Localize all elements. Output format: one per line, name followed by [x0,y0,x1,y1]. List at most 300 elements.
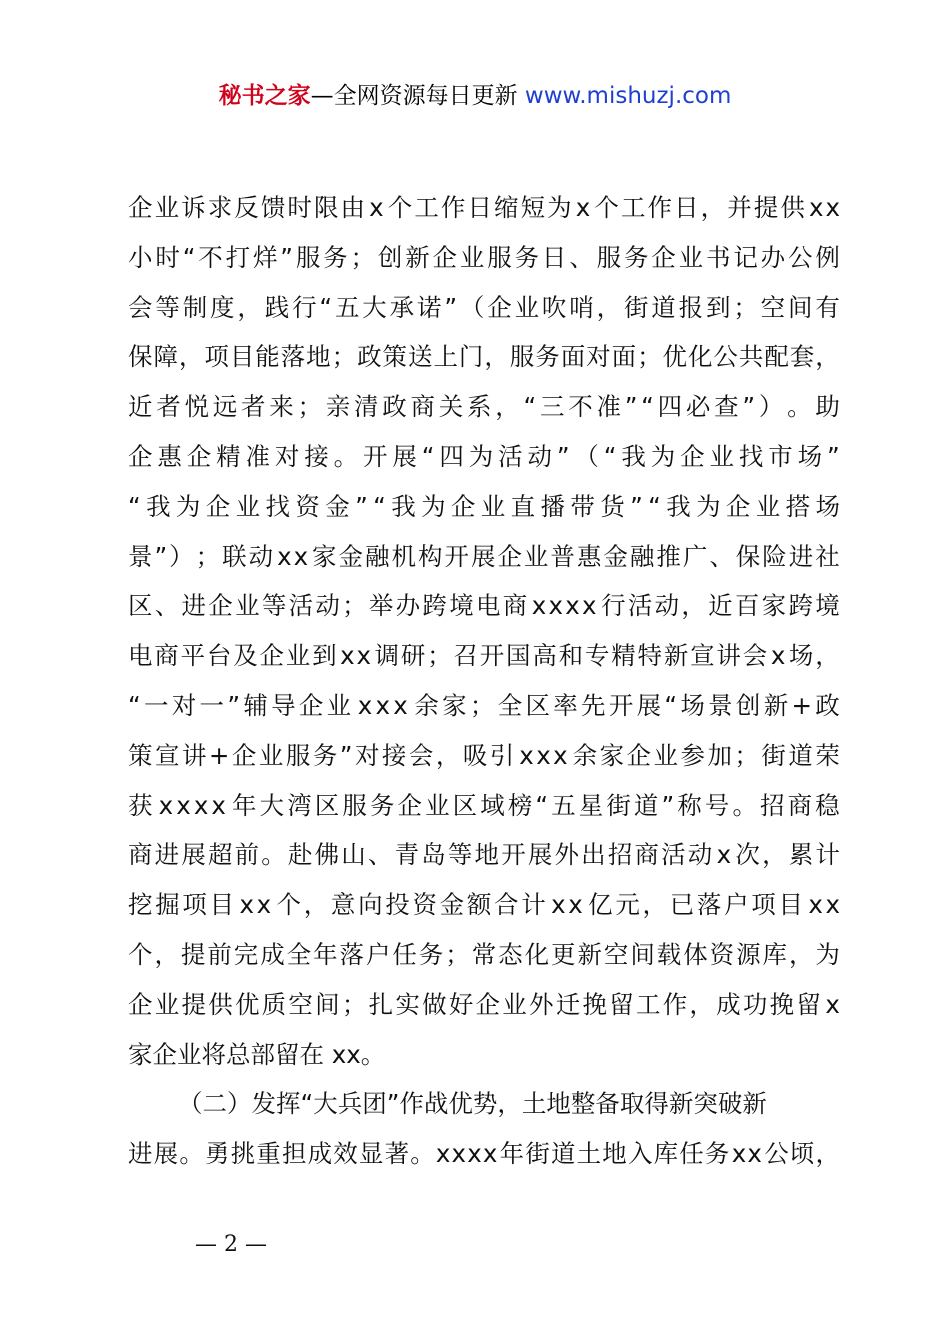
glyph: ， [788,939,814,969]
glyph: 家 [599,740,625,770]
glyph: 挽 [769,989,795,1019]
glyph: 度 [210,292,235,322]
glyph: 、 [569,242,594,272]
glyph: 源 [736,939,761,969]
glyph: 吸 [462,740,488,770]
glyph: 业 [235,491,261,521]
glyph: 家 [761,591,787,621]
glyph: 企 [680,441,705,471]
glyph: ， [815,641,840,671]
glyph: 必 [685,392,711,422]
glyph: x [770,641,786,671]
glyph: 区 [314,790,340,820]
glyph: “ [648,491,661,521]
glyph: 挖 [128,890,153,920]
glyph: 企 [475,989,501,1019]
glyph: 不 [198,242,223,272]
text-line-content: 家企业将总部留在 xx。 [128,1039,386,1069]
glyph: 业 [653,740,679,770]
glyph: ” [227,690,241,720]
glyph: ， [681,591,706,621]
glyph: 挽 [582,989,607,1019]
glyph: 务 [418,939,444,969]
glyph: 金 [603,541,628,571]
glyph: x [825,890,840,920]
glyph: ， [435,740,461,770]
header-tagline: —全网资源每日更新 [310,83,525,109]
glyph: 场 [788,641,814,671]
glyph: 迁 [555,989,581,1019]
glyph: 榜 [507,790,533,820]
glyph: 策 [382,342,408,372]
glyph: 悦 [184,392,209,422]
glyph: “ [128,690,141,720]
glyph: 落 [696,890,722,920]
glyph: 广 [682,541,708,571]
glyph: 展 [636,690,662,720]
glyph: 合 [494,890,519,920]
glyph: 企 [432,242,458,272]
glyph: 保 [735,541,761,571]
glyph: 。 [261,840,286,870]
glyph: 求 [207,193,233,222]
glyph: 场 [797,441,823,471]
glyph: 项 [751,890,776,920]
glyph: x [375,690,390,720]
glyph: 进 [181,591,207,621]
glyph: 商 [128,840,153,870]
glyph: 做 [422,989,447,1019]
text-line-content [128,283,840,333]
glyph: 金 [338,541,364,571]
text-line [128,332,840,382]
glyph: 稳 [815,790,840,820]
glyph: 间 [315,989,340,1019]
glyph: 和 [558,641,584,671]
glyph: 接 [381,740,407,770]
glyph: 展 [153,1139,179,1169]
glyph: 资 [709,939,735,969]
glyph: ” [826,441,840,471]
glyph: x [256,890,272,920]
glyph: ， [762,840,787,870]
glyph: + [791,690,813,720]
text-line-content [128,781,840,831]
glyph: 准 [245,441,270,471]
glyph: 面 [611,342,637,372]
glyph: 等 [155,292,180,322]
glyph: 联 [222,541,247,571]
glyph: 为 [547,193,572,222]
glyph: 我 [621,441,646,471]
glyph: 计 [521,890,546,920]
glyph: 准 [596,392,621,422]
glyph: 区 [452,790,478,820]
glyph: 企 [397,790,423,820]
glyph: 电 [475,591,501,621]
glyph: 务 [369,790,395,820]
glyph: 顷 [789,1139,815,1169]
glyph: 获 [128,790,153,820]
glyph: 企 [450,491,476,521]
glyph: 对 [354,740,380,770]
glyph: 、 [367,840,393,870]
glyph: 并 [727,193,752,222]
glyph: 企 [298,690,324,720]
text-line-content [128,681,840,731]
glyph: 创 [377,242,403,272]
text-line [128,432,840,482]
text-line [128,1030,840,1080]
text-line-content [128,830,840,880]
glyph: “ [128,491,141,521]
glyph: 日 [541,242,567,272]
glyph: “ [523,392,537,422]
glyph: 公 [764,1139,789,1169]
glyph: 社 [815,541,840,571]
glyph: 会 [408,740,434,770]
glyph: 景 [708,690,733,720]
glyph: “ [664,690,678,720]
glyph: ， [642,890,667,920]
glyph: 大 [362,292,387,322]
glyph: x [193,790,209,820]
glyph: 找 [738,441,764,471]
glyph: ； [427,641,452,671]
glyph: 服 [509,342,535,372]
glyph: ” [355,491,368,521]
glyph: 挑 [230,1139,256,1169]
glyph: 惠 [576,541,602,571]
glyph: 道 [633,790,659,820]
glyph: 开 [444,541,469,571]
glyph: 融 [365,541,390,571]
glyph: 送 [407,342,433,372]
glyph: 国 [506,641,531,671]
glyph: 引 [489,740,515,770]
glyph: 商 [502,591,528,621]
glyph: ” [661,790,675,820]
text-line-content [128,332,840,382]
glyph: 办 [760,242,786,272]
glyph: 台 [206,641,232,671]
glyph: 个 [387,193,413,222]
glyph: 态 [498,939,523,969]
glyph: ， [700,193,726,222]
glyph: 政 [815,690,840,720]
glyph: 市 [768,441,793,471]
glyph: 播 [540,491,565,521]
glyph: 工 [635,989,661,1019]
glyph: （ [574,441,599,471]
glyph: 机 [391,541,416,571]
glyph: 普 [550,541,575,571]
glyph: 创 [735,690,761,720]
glyph: ； [195,541,221,571]
glyph: 功 [742,989,768,1019]
glyph: 活 [661,840,686,870]
glyph: 活 [288,591,314,621]
glyph: ； [733,292,758,322]
glyph: 亲 [325,392,351,422]
glyph: 企 [626,740,652,770]
site-url[interactable]: www.mishuzj.com [524,83,732,109]
glyph: 业 [709,441,734,471]
glyph: 工 [620,193,646,222]
glyph: 融 [629,541,655,571]
glyph: 新 [577,939,602,969]
glyph: 企 [497,541,522,571]
glyph: 余 [572,740,598,770]
glyph: 个 [128,939,153,969]
glyph: 项 [204,342,229,372]
glyph: ； [445,939,470,969]
glyph: x [277,541,292,571]
glyph: 业 [425,790,450,820]
glyph: 亿 [588,890,613,920]
glyph: 号 [704,790,730,820]
glyph: 举 [368,591,394,621]
glyph: x [158,790,174,820]
glyph: 宣 [154,740,180,770]
text-line-content [128,532,840,582]
glyph: 地 [602,1139,627,1169]
glyph: x [568,890,583,920]
glyph: 办 [395,591,421,621]
glyph: 为 [696,491,721,521]
glyph: x [482,1139,498,1169]
glyph: 额 [466,890,492,920]
glyph: 开 [501,840,526,870]
glyph: 配 [764,342,789,372]
glyph: 进 [788,541,814,571]
glyph: ； [734,740,759,770]
glyph: 展 [392,441,417,471]
glyph: 找 [265,491,290,521]
glyph: 外 [554,840,579,870]
glyph: “ [319,292,333,322]
glyph: 家 [312,541,337,571]
text-line-content [128,233,840,283]
text-line [128,581,840,631]
glyph: 为 [421,491,446,521]
glyph: 对 [586,342,611,372]
glyph: 化 [524,939,550,969]
glyph: 书 [705,242,731,272]
glyph: 提 [753,193,779,222]
glyph: 担 [281,1139,307,1169]
glyph: ” [556,441,570,471]
glyph: 。 [333,441,359,471]
text-line-content [128,581,840,631]
glyph: x [467,1139,482,1169]
glyph: 区 [525,690,550,720]
glyph: 动 [315,591,340,621]
glyph: 扎 [368,989,394,1019]
glyph: 活 [498,441,523,471]
glyph: 业 [326,690,352,720]
glyph: 烊 [252,242,278,272]
glyph: 道 [788,740,813,770]
glyph: 间 [788,292,813,322]
text-line [128,731,840,781]
glyph: 入 [627,1139,653,1169]
glyph: 年 [232,790,257,820]
glyph: 近 [128,392,153,422]
glyph: 显 [358,1139,384,1169]
text-line [128,980,840,1030]
glyph: 落 [339,939,364,969]
page-number: — 2 — [195,1232,267,1257]
glyph: 政 [357,342,382,372]
glyph: 务 [323,242,348,272]
glyph: 承 [389,292,415,322]
glyph: “ [421,441,435,471]
glyph: x [548,591,564,621]
glyph: 青 [394,840,420,870]
glyph: 供 [208,989,233,1019]
glyph: 资 [412,890,437,920]
glyph: 企 [487,292,512,322]
glyph: 景 [128,541,153,571]
glyph: 诉 [181,193,206,222]
glyph: 报 [678,292,704,322]
glyph: 由 [340,193,365,222]
glyph: 地 [474,840,500,870]
brand-name: 秘书之家 [218,83,311,109]
glyph: 到 [312,641,337,671]
glyph: 到 [705,292,731,322]
text-line [128,1129,840,1179]
text-line-content [128,631,840,681]
glyph: 货 [600,491,625,521]
glyph: 空 [760,292,786,322]
glyph: 业 [235,591,260,621]
glyph: 率 [553,690,578,720]
glyph: 个 [594,193,619,222]
glyph: 山 [341,840,366,870]
glyph: 招 [760,790,785,820]
glyph: 提 [181,989,206,1019]
glyph: ， [484,342,509,372]
glyph: x [731,1139,747,1169]
glyph: 活 [627,591,653,621]
glyph: 业 [755,491,781,521]
glyph: 业 [285,641,311,671]
glyph: （ [459,292,485,322]
glyph: 个 [276,890,301,920]
glyph: ； [297,392,322,422]
glyph: 动 [248,541,274,571]
glyph: 境 [449,591,474,621]
glyph: 全 [286,939,312,969]
glyph: 公 [713,342,738,372]
glyph: 日 [674,193,699,222]
text-line-content [128,930,840,980]
glyph: 五 [551,790,576,820]
glyph: 商 [154,641,179,671]
glyph: 专 [584,641,610,671]
glyph: x [369,193,384,222]
glyph: 企 [259,641,284,671]
glyph: 成 [260,939,285,969]
glyph: 例 [815,242,840,272]
glyph: 时 [155,242,180,272]
glyph: “ [535,790,549,820]
glyph: 业 [523,541,549,571]
glyph: 著 [384,1139,410,1169]
glyph: ， [596,292,622,322]
glyph: 目 [229,342,255,372]
text-line-content [128,980,840,1030]
text-line-content [128,432,840,482]
glyph: 金 [325,491,350,521]
glyph: 业 [459,242,485,272]
glyph: 清 [354,392,379,422]
text-line [128,930,840,980]
glyph: x [536,740,551,770]
glyph: 区 [128,591,153,621]
glyph: 动 [654,591,680,621]
glyph: “ [603,441,617,471]
glyph: ； [341,989,367,1019]
glyph: 质 [261,989,287,1019]
glyph: 险 [762,541,787,571]
glyph: 实 [395,989,420,1019]
glyph: 大 [259,790,285,820]
glyph: 元 [615,890,640,920]
glyph: 带 [570,491,595,521]
glyph: 。 [179,1139,204,1169]
glyph: 地 [306,342,331,372]
glyph: 企 [186,441,212,471]
glyph: 务 [623,242,649,272]
glyph: ， [237,292,262,322]
glyph: 优 [234,989,260,1019]
glyph: 四 [657,392,683,422]
glyph: 业 [502,989,527,1019]
glyph: 招 [607,840,633,870]
glyph: ； [637,342,662,372]
glyph: 短 [520,193,546,222]
glyph: 余 [414,690,439,720]
text-line-content: （二）发挥“大兵团”作战优势，土地整备取得新突破新 [178,1089,767,1119]
glyph: 效 [333,1139,358,1169]
glyph: 作 [440,193,466,222]
glyph: 开 [608,690,634,720]
text-line-content [128,1129,840,1179]
glyph: 者 [156,392,181,422]
glyph: + [208,740,230,770]
glyph: ” [630,491,643,521]
glyph: 直 [510,491,536,521]
glyph: 项 [182,890,207,920]
glyph: 记 [733,242,758,272]
glyph: 动 [687,840,713,870]
glyph: 企 [651,242,676,272]
glyph: 一 [199,690,225,720]
glyph: 提 [180,939,206,969]
glyph: 我 [146,491,171,521]
text-line [128,631,840,681]
glyph: 开 [363,441,388,471]
glyph: 业 [258,740,284,770]
glyph: 星 [578,790,604,820]
glyph: 百 [734,591,760,621]
glyph: 我 [666,491,691,521]
glyph: ” [339,740,353,770]
glyph: ， [815,1139,840,1169]
